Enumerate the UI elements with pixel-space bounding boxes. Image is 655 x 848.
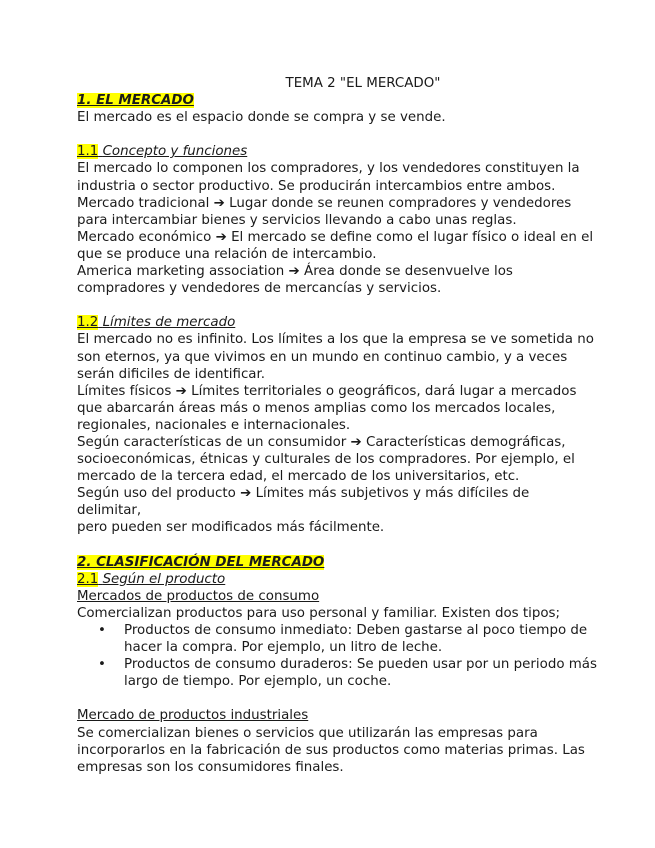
paragraph-line: son eternos, ya que vivimos en un mundo en continuo cambio, y a veces xyxy=(77,349,568,365)
section-2-heading: 2. CLASIFICACIÓN DEL MERCADO xyxy=(77,554,325,570)
consumo-list xyxy=(77,622,597,690)
paragraph-line: socioeconómicas, étnicas y culturales de los compradores. Por ejemplo, el xyxy=(77,452,575,468)
definition-caracteristicas-consumidor: Según características de un consumidor ➔ Características demográficas, xyxy=(77,434,566,450)
definition-ama: America marketing association ➔ Área donde se desenvuelve los xyxy=(77,264,513,280)
document-body xyxy=(77,75,597,776)
arrow-icon: ➔ xyxy=(350,434,362,450)
paragraph-line: incorporarlos en la fabricación de sus productos como materias primas. Las xyxy=(77,742,585,758)
definition-mercado-tradicional: Mercado tradicional ➔ Lugar donde se reunen compradores y vendedores xyxy=(77,195,572,211)
list-item: • Productos de consumo inmediato: Deben gastarse al poco tiempo de hacer la compra. Por ejemplo, un litro de leche. xyxy=(98,623,588,656)
paragraph-line: regionales, nacionales e internacionales. xyxy=(77,417,351,433)
subsection-2-1-heading: 2.1 Según el producto xyxy=(77,571,226,587)
consumo-title: Mercados de productos de consumo xyxy=(77,588,320,604)
paragraph-line: que se produce una relación de intercambio. xyxy=(77,246,377,262)
document-title: TEMA 2 "EL MERCADO" xyxy=(285,76,441,91)
definition-mercado-economico: Mercado económico ➔ El mercado se define como el lugar físico o ideal en el xyxy=(77,229,594,245)
arrow-icon: ➔ xyxy=(213,195,225,211)
paragraph-line: El mercado lo componen los compradores, y los vendedores constituyen la xyxy=(77,161,580,177)
section-1-heading: 1. EL MERCADO xyxy=(77,93,194,109)
subsection-1-1-heading: 1.1 Concepto y funciones xyxy=(77,144,248,160)
paragraph-line: mercado de la tercera edad, el mercado de los universitarios, etc. xyxy=(77,469,520,485)
paragraph-line: Se comercializan bienes o servicios que utilizarán las empresas para xyxy=(77,725,538,741)
arrow-icon: ➔ xyxy=(240,486,252,502)
paragraph-line: pero pueden ser modificados más fácilmente. xyxy=(77,520,385,536)
definition-uso-producto: Según uso del producto ➔ Límites más subjetivos y más difíciles de delimitar, xyxy=(77,486,530,519)
arrow-icon: ➔ xyxy=(215,229,227,245)
paragraph-line: que abarcarán áreas más o menos amplias como los mercados locales, xyxy=(77,400,556,416)
arrow-icon: ➔ xyxy=(288,264,300,280)
consumo-intro: Comercializan productos para uso personal y familiar. Existen dos tipos; xyxy=(77,605,561,621)
paragraph-line: El mercado no es infinito. Los límites a los que la empresa se ve sometida no xyxy=(77,332,594,348)
paragraph-line: empresas son los consumidores finales. xyxy=(77,759,344,775)
paragraph-line: industria o sector productivo. Se producirán intercambios entre ambos. xyxy=(77,178,556,194)
list-item: • Productos de consumo duraderos: Se pueden usar por un periodo más largo de tiempo. Por ejemplo, un coche. xyxy=(98,657,597,690)
arrow-icon: ➔ xyxy=(175,383,187,399)
paragraph-line: compradores y vendedores de mercancías y servicios. xyxy=(77,281,442,297)
industriales-title: Mercado de productos industriales xyxy=(77,708,309,724)
subsection-1-2-heading: 1.2 Límites de mercado xyxy=(77,315,236,331)
section-1-intro: El mercado es el espacio donde se compra y se vende. xyxy=(77,110,446,126)
bullet-icon: • xyxy=(98,623,106,638)
bullet-icon: • xyxy=(98,657,106,673)
paragraph-line: serán dificiles de identificar. xyxy=(77,366,266,382)
paragraph-line: para intercambiar bienes y servicios llevando a cabo unas reglas. xyxy=(77,212,517,228)
definition-limites-fisicos: Límites físicos ➔ Límites territoriales o geográficos, dará lugar a mercados xyxy=(77,383,577,399)
